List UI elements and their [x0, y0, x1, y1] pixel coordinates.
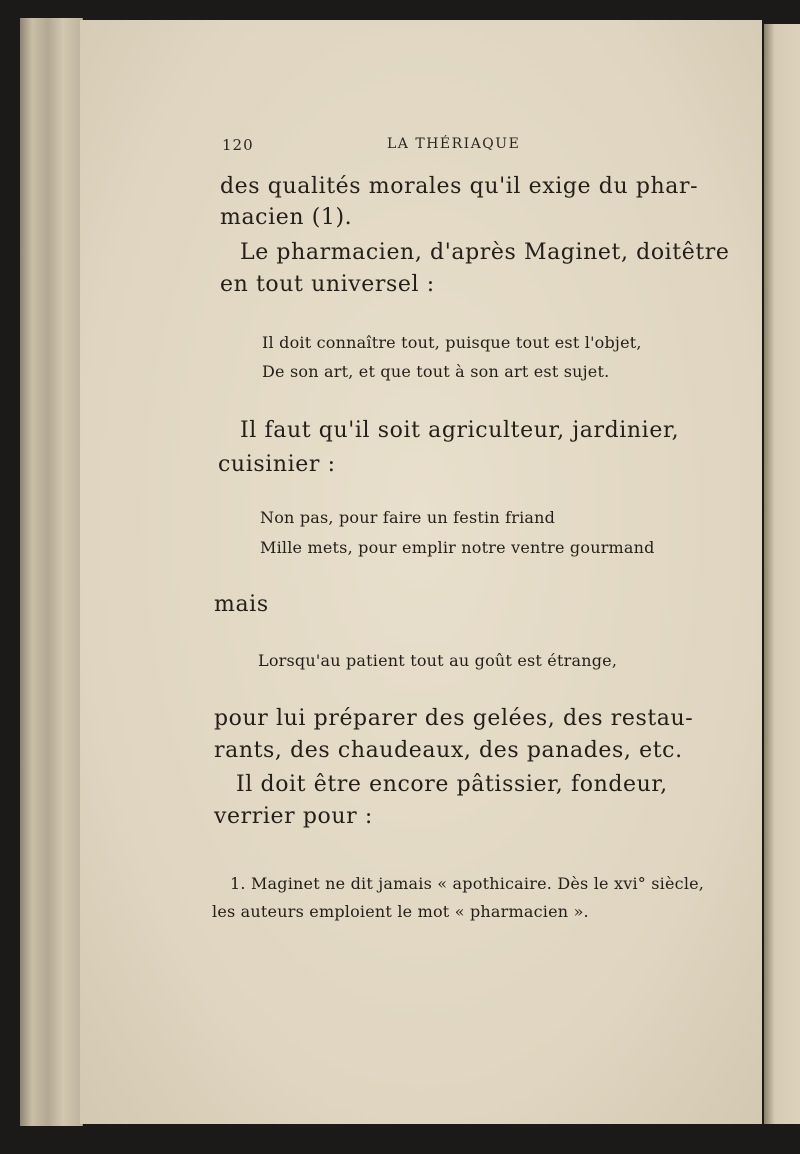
- body-line: en tout universel :: [220, 272, 435, 297]
- running-header: [222, 136, 662, 158]
- body-line: des qualités morales qu'il exige du phar-: [220, 174, 699, 199]
- body-line: rants, des chaudeaux, des panades, etc.: [214, 738, 683, 763]
- body-line: pour lui préparer des gelées, des restau-: [214, 706, 694, 731]
- verse-line: Lorsqu'au patient tout au goût est étrange,: [258, 651, 618, 670]
- page-number: 120: [222, 136, 254, 154]
- footnote-line: 1. Maginet ne dit jamais « apothicaire. Dès le xvi° siècle,: [230, 874, 705, 893]
- body-line: Il faut qu'il soit agriculteur, jardinier,: [240, 418, 680, 443]
- verse-line: Il doit connaître tout, puisque tout est l'objet,: [262, 333, 642, 352]
- body-line: macien (1).: [220, 205, 353, 230]
- facing-page-edge: [764, 24, 800, 1124]
- footnote-line: les auteurs emploient le mot « pharmacien ».: [212, 902, 589, 921]
- body-line: Il doit être encore pâtissier, fondeur,: [236, 772, 668, 797]
- body-line: Le pharmacien, d'après Maginet, doitêtre: [240, 240, 730, 265]
- body-line: verrier pour :: [214, 804, 373, 829]
- verse-line: De son art, et que tout à son art est sujet.: [262, 362, 610, 381]
- verse-line: Non pas, pour faire un festin friand: [260, 508, 556, 527]
- page-edge: [20, 18, 83, 1126]
- body-line: mais: [214, 592, 269, 617]
- running-title: LA THÉRIAQUE: [387, 136, 521, 152]
- body-line: cuisinier :: [218, 452, 336, 477]
- verse-line: Mille mets, pour emplir notre ventre gourmand: [260, 538, 655, 557]
